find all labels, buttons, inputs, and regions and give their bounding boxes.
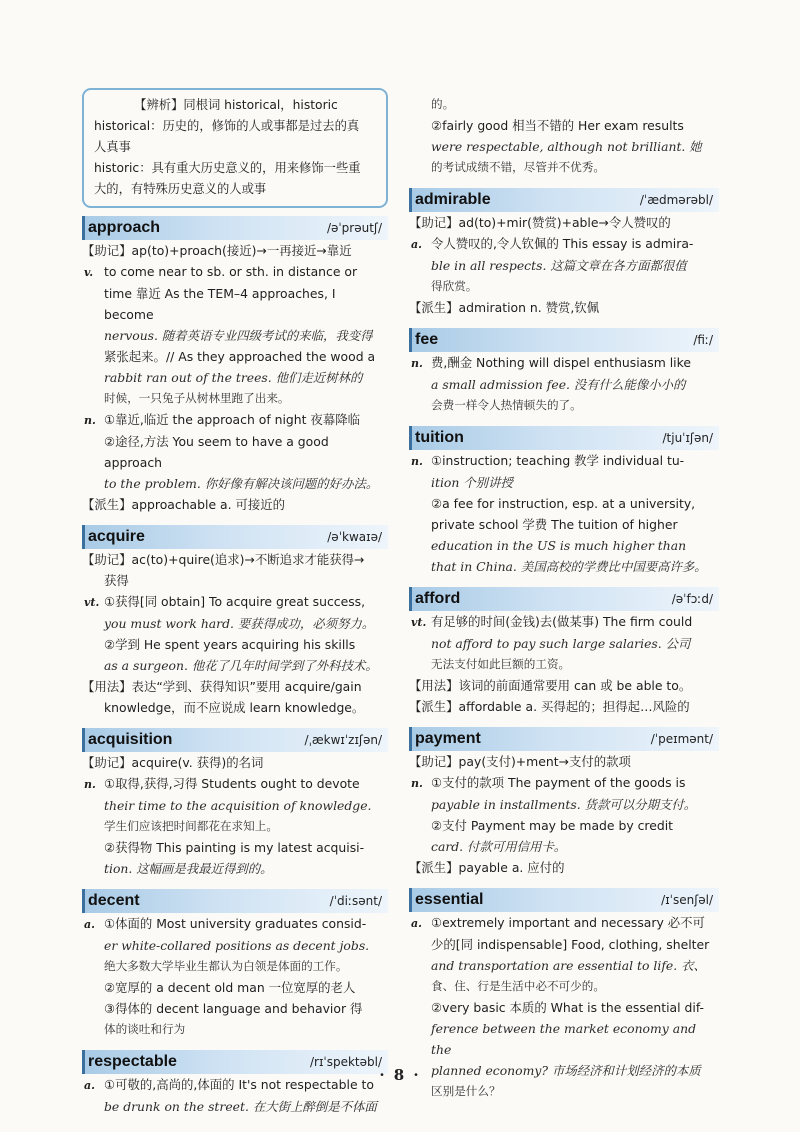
sense-line: n. ①取得,获得,习得 Students ought to devote [82, 773, 388, 795]
entry-respectable-continued [409, 94, 719, 178]
example-line: their time to the acquisition of knowledge. [104, 798, 372, 813]
headword: fee [415, 331, 439, 348]
example-line: not afford to pay such large salaries. 公司 [431, 636, 691, 651]
example-line: a small admission fee. 没有什么能像小小的 [431, 377, 686, 392]
headword: afford [415, 590, 461, 607]
example-line: 紧张起来。// As they approached the wood a [104, 349, 376, 364]
entry-payment [409, 727, 719, 878]
headword-bar [409, 727, 719, 751]
example-line: education in the US is much higher than [431, 538, 687, 553]
translation-line: 时候，一只兔子从树林里跑了出来。 [104, 391, 290, 405]
example-line: as a surgeon. 他花了几年时间学到了外科技术。 [104, 658, 378, 673]
translation-line: 无法支付如此巨额的工资。 [431, 657, 571, 671]
entry-tuition [409, 426, 719, 577]
example-line: ble in all respects. 这篇文章在各方面都很值 [431, 258, 687, 273]
pos-label: a. [411, 238, 422, 251]
sense-line: private school 学费 The tuition of higher [431, 517, 678, 532]
headword: essential [415, 891, 484, 908]
pos-label: n. [84, 778, 96, 791]
pos-label: v. [84, 266, 94, 279]
note-title: 【辨析】同根词 historical，historic [134, 98, 338, 112]
sense-line: a. ①体面的 Most university graduates consid- [82, 913, 388, 935]
headword: admirable [415, 191, 491, 208]
translation-line: 绝大多数大学毕业生都认为白领是体面的工作。 [104, 959, 348, 973]
pos-label: n. [411, 455, 423, 468]
translation-line: 的。 [431, 97, 455, 111]
sense-line: ②获得物 This painting is my latest acquisi- [104, 840, 365, 855]
sense-line: n. 费,酬金 Nothing will dispel enthusiasm like [409, 352, 719, 374]
phonetic: /ˈdiːsənt/ [329, 894, 382, 908]
headword: acquisition [88, 731, 173, 748]
entry-decent [82, 889, 388, 1040]
translation-line: 的考试成绩不错，尽管并不优秀。 [431, 160, 605, 174]
example-line: be drunk on the street. 在大街上醉倒是不体面 [104, 1099, 377, 1114]
headword-bar [409, 328, 719, 352]
example-line: ference between the market economy and the [431, 1021, 697, 1057]
mnemonic: 【助记】pay(支付)+ment→支付的款项 [409, 754, 631, 769]
mnemonic: 【助记】acquire(v. 获得)的名词 [82, 755, 264, 770]
headword-bar [409, 188, 719, 212]
left-column [82, 88, 388, 1127]
phonetic: /ɪˈsenʃəl/ [661, 893, 713, 907]
headword-bar [82, 889, 388, 913]
phonetic: /əˈprəutʃ/ [326, 221, 382, 235]
entry-fee [409, 328, 719, 416]
headword-bar [409, 426, 719, 450]
example-line: and transportation are essential to life. 衣、 [431, 958, 706, 973]
translation-line: 食、住、行是生活中必不可少的。 [431, 979, 605, 993]
pos-label: n. [411, 777, 423, 790]
phonetic: /rɪˈspektəbl/ [309, 1055, 382, 1069]
usage-note: knowledge，而不应说成 learn knowledge。 [104, 700, 365, 715]
pos-label: a. [84, 1079, 95, 1092]
pos-label: a. [84, 918, 95, 931]
note-line: 大的，有特殊历史意义的人或事 [94, 182, 267, 196]
pos-label: vt. [84, 596, 100, 609]
example-line: planned economy? 市场经济和计划经济的本质 [431, 1063, 701, 1078]
sense-line: a. ①extremely important and necessary 必不可 [409, 912, 719, 934]
example-line: ition 个别讲授 [431, 475, 513, 490]
pos-label: n. [84, 414, 96, 427]
sense-line: ②fairly good 相当不错的 Her exam results [431, 118, 684, 133]
headword: acquire [88, 528, 145, 545]
pos-label: vt. [411, 616, 427, 629]
example-line: were respectable, although not brilliant. 她 [431, 139, 702, 154]
headword: approach [88, 219, 161, 236]
sense-line: ②途径,方法 You seem to have a good approach [104, 434, 329, 470]
example-line: that in China. 美国高校的学费比中国要高许多。 [431, 559, 707, 574]
example-line: payable in installments. 货款可以分期支付。 [431, 797, 697, 812]
sense-line: a. ①可敬的,高尚的,体面的 It's not respectable to [82, 1074, 388, 1096]
sense-line: ②支付 Payment may be made by credit [431, 818, 674, 833]
pos-label: a. [411, 917, 422, 930]
headword: decent [88, 892, 140, 909]
sense-line: v. to come near to sb. or sth. in distance or [82, 261, 388, 283]
headword-bar [409, 587, 719, 611]
mnemonic: 获得 [104, 573, 129, 588]
analysis-note-box [82, 88, 388, 208]
translation-line: 区别是什么？ [431, 1084, 501, 1098]
page-number: · 8 · [379, 1066, 421, 1084]
example-line: nervous. 随着英语专业四级考试的来临，我变得 [104, 328, 373, 343]
entry-acquire [82, 525, 388, 718]
example-line: tion. 这幅画是我最近得到的。 [104, 861, 273, 876]
mnemonic: 【助记】ap(to)+proach(接近)→一再接近→靠近 [82, 243, 352, 258]
headword-bar [82, 525, 388, 549]
example-line: card. 付款可用信用卡。 [431, 839, 567, 854]
mnemonic: 【助记】ad(to)+mir(赞赏)+able→令人赞叹的 [409, 215, 671, 230]
usage-note: 【用法】表达“学到、获得知识”要用 acquire/gain [82, 679, 362, 694]
example-line: you must work hard. 要获得成功，必须努力。 [104, 616, 375, 631]
sense-line: ②学到 He spent years acquiring his skills [104, 637, 356, 652]
sense-line: vt. ①获得[同 obtain] To acquire great success, [82, 591, 388, 613]
pos-label: n. [411, 357, 423, 370]
entry-acquisition [82, 728, 388, 879]
translation-line: 体的谈吐和行为 [104, 1022, 186, 1036]
headword: tuition [415, 429, 464, 446]
derivative: 【派生】admiration n. 赞赏,钦佩 [409, 300, 600, 315]
note-line: 人真事 [94, 140, 131, 154]
phonetic: /ˈædmərəbl/ [639, 193, 713, 207]
entry-afford [409, 587, 719, 717]
sense-line: vt. 有足够的时间(金钱)去(做某事) The firm could [409, 611, 719, 633]
derivative: 【派生】affordable a. 买得起的；担得起…风险的 [409, 699, 690, 714]
example-line: rabbit ran out of the trees. 他们走近树林的 [104, 370, 363, 385]
usage-note: 【用法】该词的前面通常要用 can 或 be able to。 [409, 678, 692, 693]
sense-line: ②宽厚的 a decent old man 一位宽厚的老人 [104, 980, 356, 995]
sense-line: n. ①靠近,临近 the approach of night 夜幕降临 [82, 409, 388, 431]
note-line: historical：历史的，修饰的人或事都是过去的真 [94, 119, 360, 133]
example-line: er white-collared positions as decent jobs. [104, 938, 370, 953]
phonetic: /əˈfɔːd/ [671, 592, 713, 606]
headword-bar [82, 216, 388, 240]
translation-line: 学生们应该把时间都花在求知上。 [104, 819, 278, 833]
sense-line: 少的[同 indispensable] Food, clothing, shelter [431, 937, 710, 952]
mnemonic: 【助记】ac(to)+quire(追求)→不断追求才能获得→ [82, 552, 365, 567]
note-line: historic：具有重大历史意义的，用来修饰一些重 [94, 161, 361, 175]
example-line: to the problem. 你好像有解决该问题的好办法。 [104, 476, 379, 491]
entry-approach [82, 216, 388, 515]
derivative: 【派生】approachable a. 可接近的 [82, 497, 286, 512]
entry-admirable [409, 188, 719, 318]
headword: payment [415, 730, 481, 747]
translation-line: 会费一样令人热情顿失的了。 [431, 398, 582, 412]
derivative: 【派生】payable a. 应付的 [409, 860, 565, 875]
sense-line: n. ①支付的款项 The payment of the goods is [409, 772, 719, 794]
right-column [409, 94, 719, 1112]
headword: respectable [88, 1053, 177, 1070]
sense-line: ②very basic 本质的 What is the essential dif- [431, 1000, 704, 1015]
sense-line: ②a fee for instruction, esp. at a university, [431, 496, 696, 511]
sense-line: a. 令人赞叹的,令人钦佩的 This essay is admira- [409, 233, 719, 255]
sense-line: time 靠近 As the TEM–4 approaches, I become [104, 286, 336, 322]
headword-bar [409, 888, 719, 912]
translation-line: 得欣赏。 [431, 279, 478, 293]
sense-line: n. ①instruction; teaching 教学 individual tu- [409, 450, 719, 472]
phonetic: /fiː/ [693, 333, 713, 347]
sense-line: ③得体的 decent language and behavior 得 [104, 1001, 363, 1016]
phonetic: /ˈpeɪmənt/ [650, 732, 713, 746]
headword-bar [82, 728, 388, 752]
phonetic: /tjuˈɪʃən/ [662, 431, 713, 445]
phonetic: /ˌækwɪˈzɪʃən/ [304, 733, 382, 747]
phonetic: /əˈkwaɪə/ [327, 530, 382, 544]
